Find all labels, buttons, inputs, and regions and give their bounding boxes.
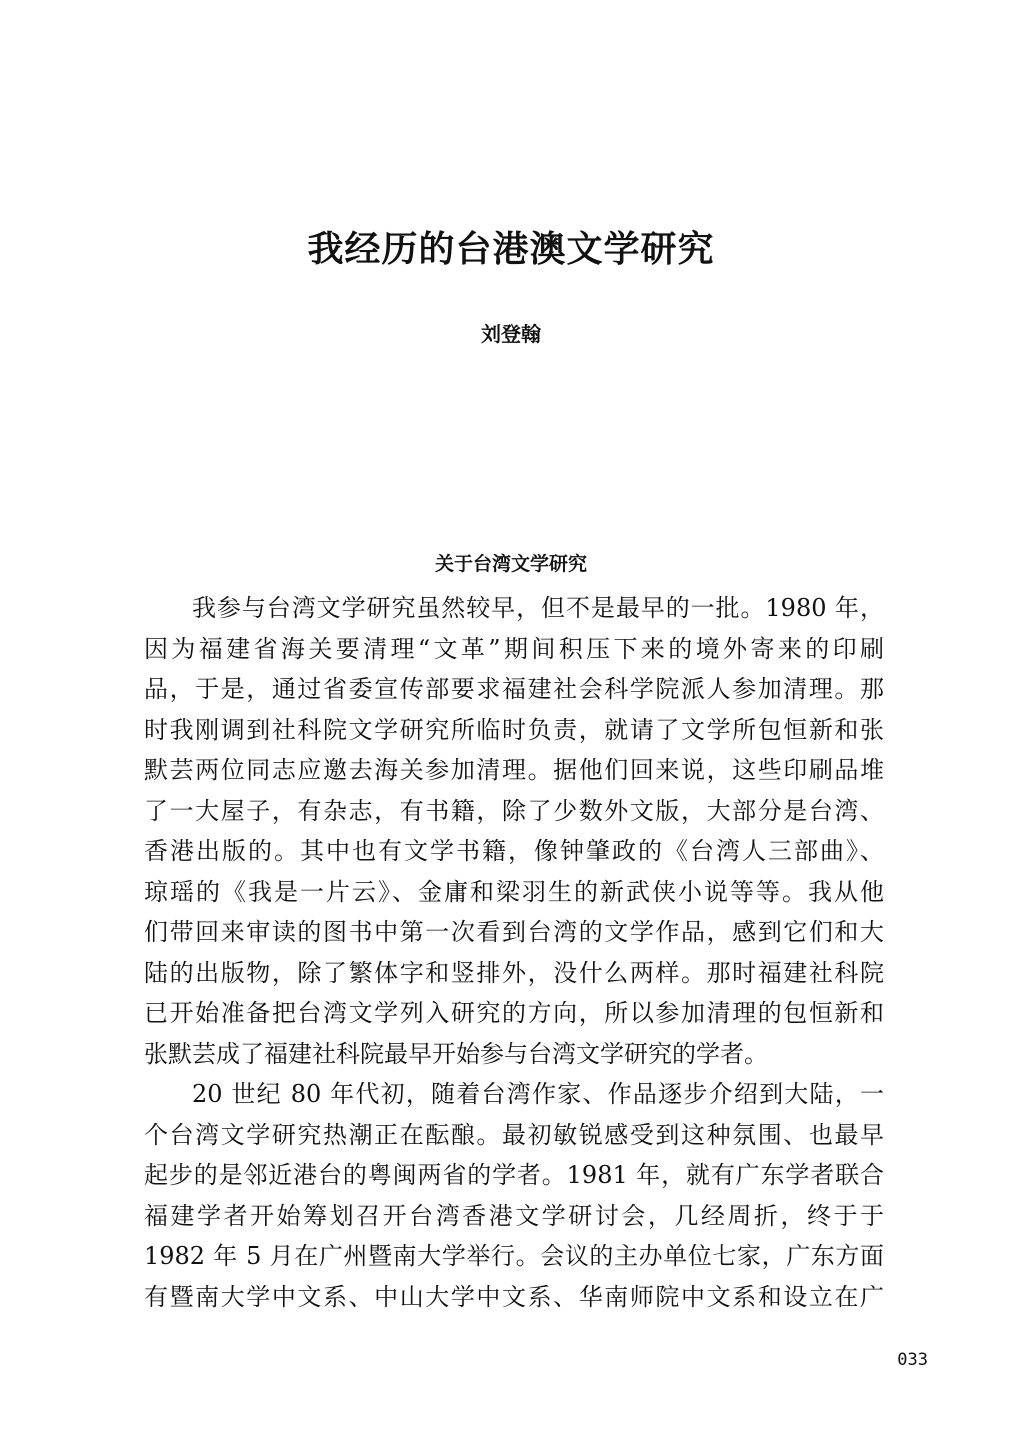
section-heading: 关于台湾文学研究 <box>434 553 587 575</box>
text-line: 默芸两位同志应邀去海关参加清理。据他们回来说，这些印刷品堆 <box>144 756 884 784</box>
text-line: 20 世纪 80 年代初，随着台湾作家、作品逐步介绍到大陆，一 <box>192 1080 884 1108</box>
text-line: 时我刚调到社科院文学研究所临时负责，就请了文学所包恒新和张 <box>144 715 884 744</box>
text-line: 香港出版的。其中也有文学书籍，像钟肇政的《台湾人三部曲》、 <box>144 837 884 865</box>
paragraph-2 <box>144 1074 884 1317</box>
text-line: 陆的出版物，除了繁体字和竖排外，没什么两样。那时福建社科院 <box>144 958 884 987</box>
text-line: 品，于是，通过省委宣传部要求福建社会科学院派人参加清理。那 <box>144 675 884 703</box>
text-line: 了一大屋子，有杂志，有书籍，除了少数外文版，大部分是台湾、 <box>144 796 884 825</box>
text-line: 琼瑶的《我是一片云》、金庸和梁羽生的新武侠小说等等。我从他 <box>144 877 884 906</box>
text-line: 起步的是邻近港台的粤闽两省的学者。1981 年，就有广东学者联合 <box>144 1161 884 1189</box>
page-number: 033 <box>897 1350 928 1370</box>
text-line: 有暨南大学中文系、中山大学中文系、华南师院中文系和设立在广 <box>144 1282 884 1311</box>
text-line: 们带回来审读的图书中第一次看到台湾的文学作品，感到它们和大 <box>144 918 884 946</box>
article-body <box>144 588 884 1317</box>
text-line: 福建学者开始筹划召开台湾香港文学研讨会，几经周折，终于于 <box>144 1201 884 1230</box>
text-line: 因为福建省海关要清理“文革”期间积压下来的境外寄来的印刷 <box>144 634 884 663</box>
paragraph-1 <box>144 588 884 1074</box>
article-title: 我经历的台港澳文学研究 <box>307 229 715 270</box>
text-line: 我参与台湾文学研究虽然较早，但不是最早的一批。1980 年， <box>192 594 884 622</box>
text-line: 已开始准备把台湾文学列入研究的方向，所以参加清理的包恒新和 <box>144 999 884 1027</box>
author-name: 刘登翰 <box>481 322 541 346</box>
text-line: 1982 年 5 月在广州暨南大学举行。会议的主办单位七家，广东方面 <box>144 1242 884 1270</box>
text-line: 个台湾文学研究热潮正在酝酿。最初敏锐感受到这种氛围、也最早 <box>144 1120 884 1149</box>
text-line: 张默芸成了福建社科院最早开始参与台湾文学研究的学者。 <box>144 1039 768 1068</box>
